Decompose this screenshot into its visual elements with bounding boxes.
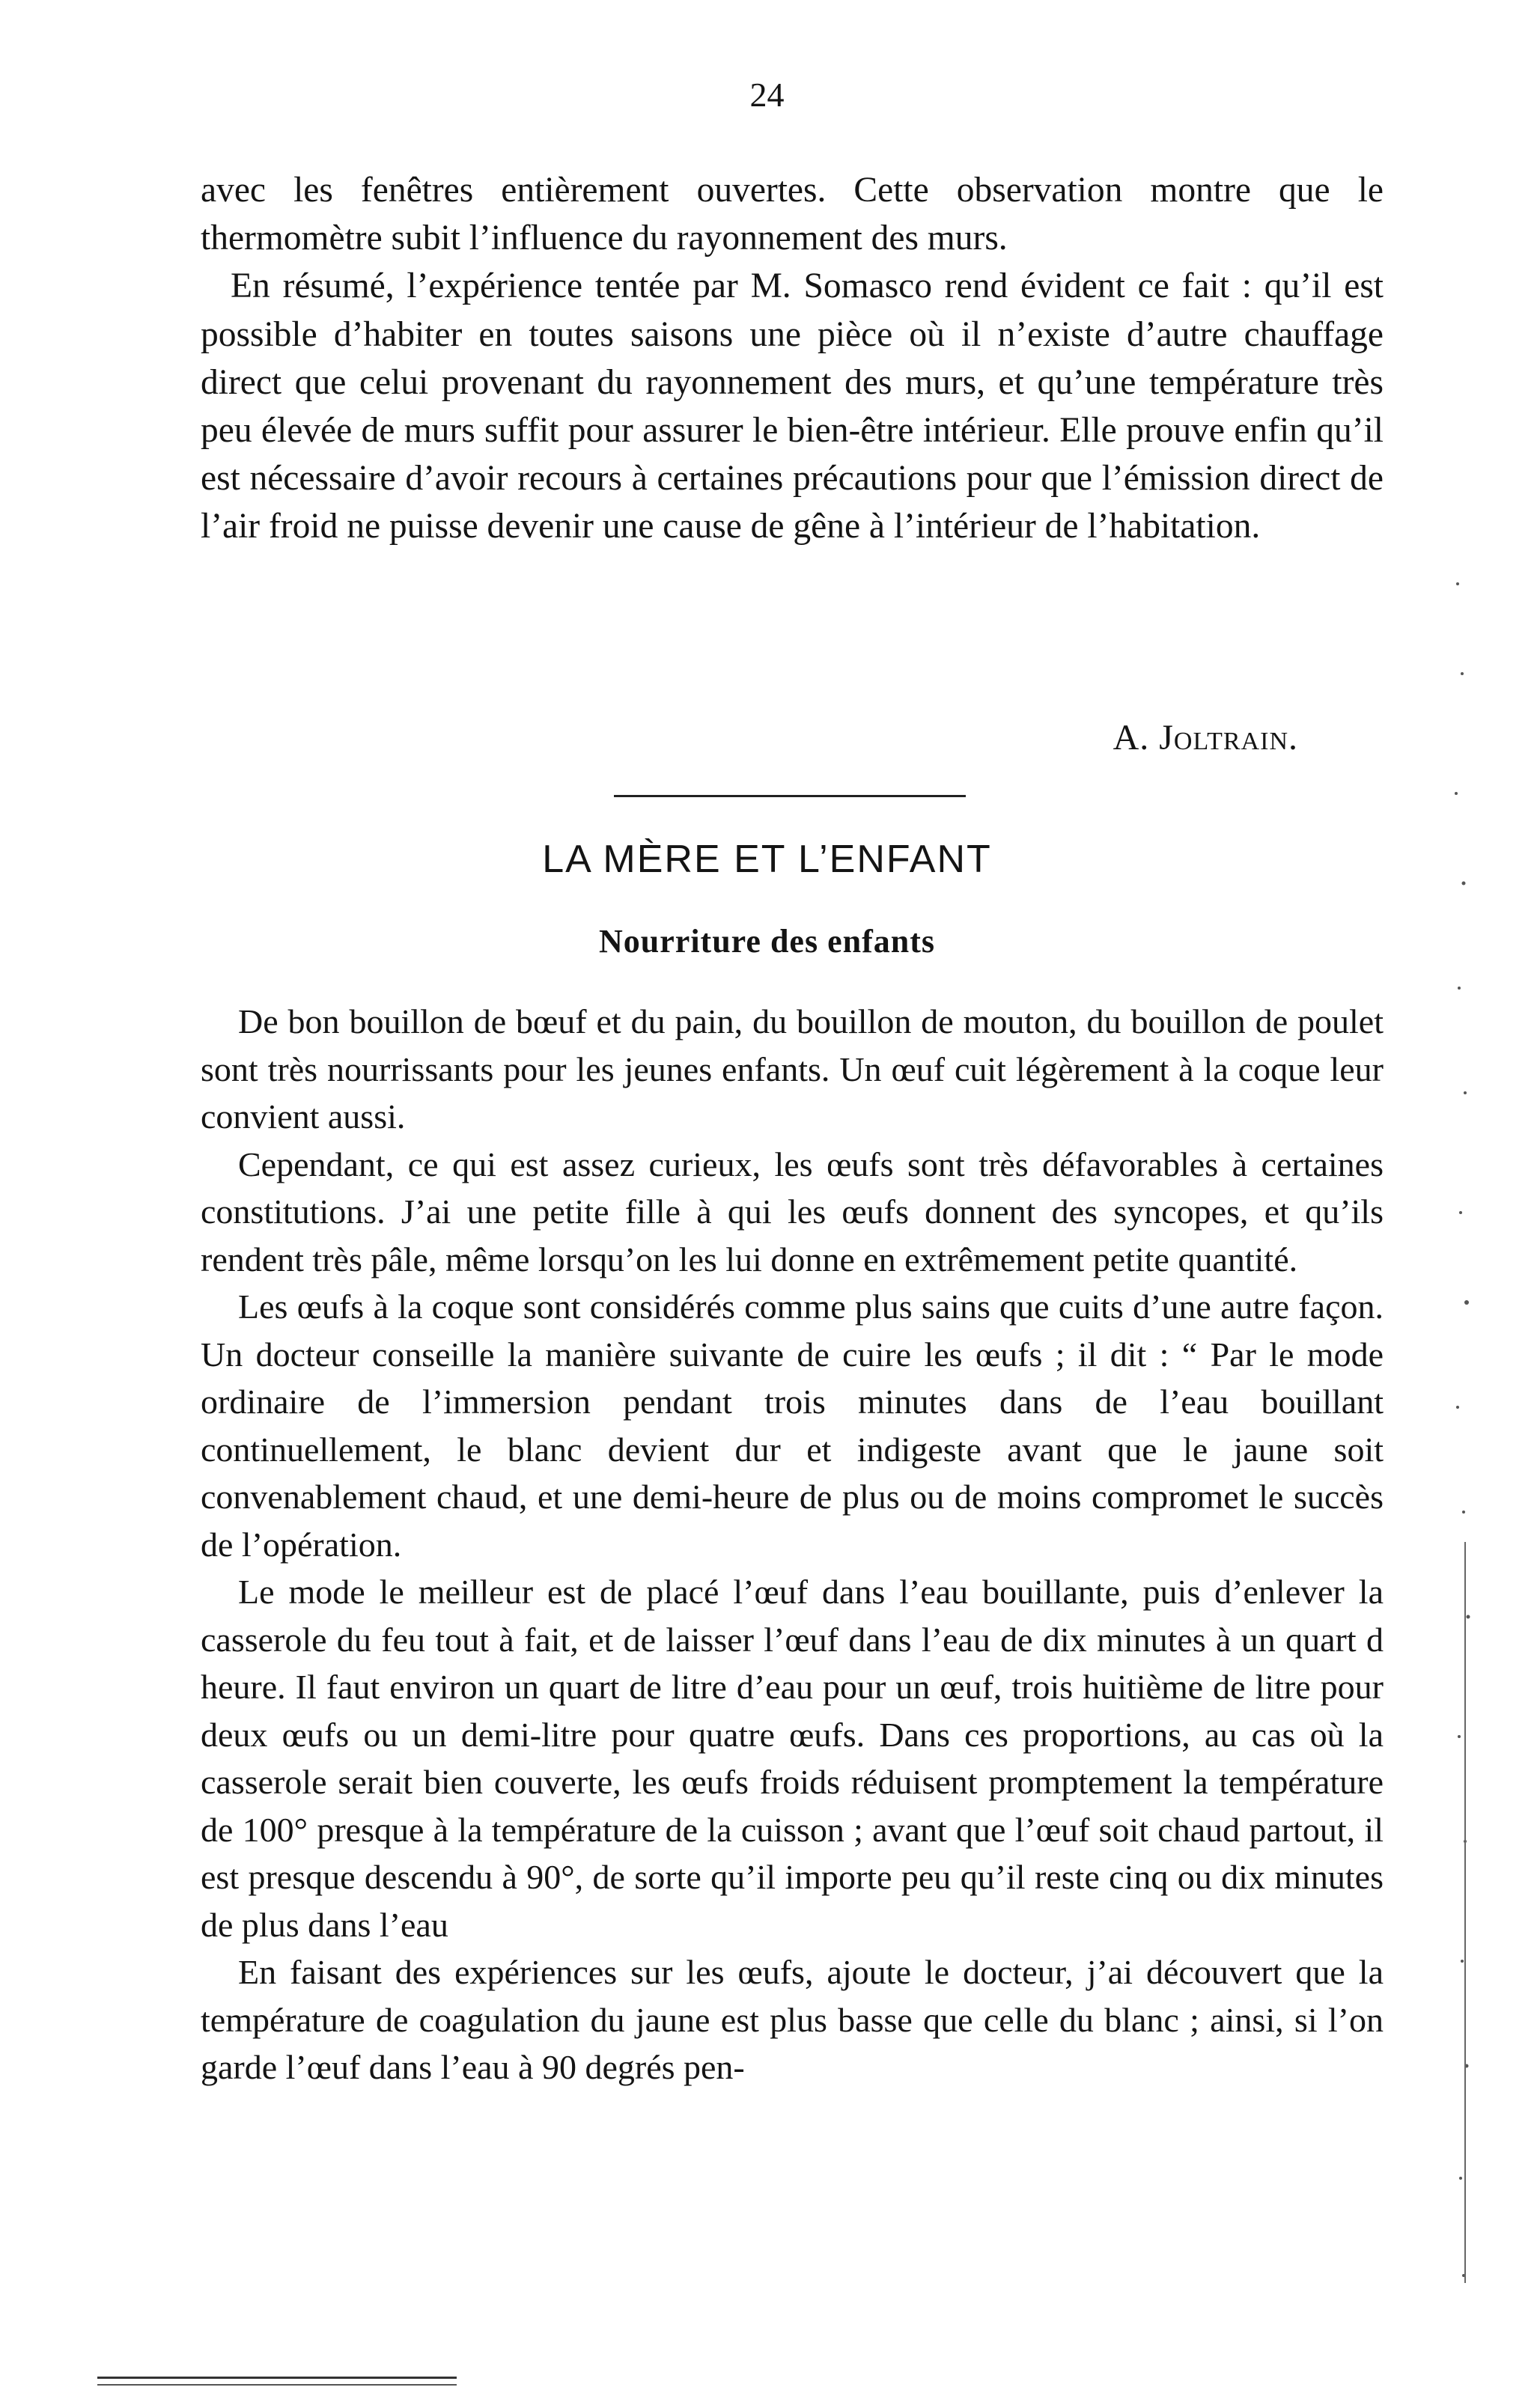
section-subtitle: Nourriture des enfants [599, 923, 935, 960]
article-body [201, 998, 1384, 2091]
paragraph: En résumé, l’expérience tentée par M. Somasco rend évident ce fait : qu’il est possible d’habiter en toutes saisons une pièce où il n’existe d’autre chauffage direct que celui provenant du rayonnement des murs, et qu’une température très peu élevée de murs suffit pour assurer le bien-être intérieur. Elle prouve enfin qu’il est nécessaire d’avoir recours à certaines précautions pour que l’émission direct de l’air froid ne puisse devenir une cause de gêne à l’intérieur de l’habitation. [201, 266, 1384, 546]
page-number: 24 [749, 76, 785, 114]
scan-margin-artifacts [1449, 569, 1479, 2290]
paragraph: Cependant, ce qui est assez curieux, les œufs sont très défavorables à certaines constitutions. J’ai une petite fille à qui les œufs donnent des syncopes, et qu’ils rendent très pâle, même lorsqu’on les lui donne en extrêmement petite quantité. [201, 1144, 1384, 1278]
footer-rule [97, 2384, 457, 2386]
footer-rule [97, 2377, 457, 2379]
paragraph: De bon bouillon de bœuf et du pain, du bouillon de mouton, du bouillon de poulet sont très nourrissants pour les jeunes enfants. Un œuf cuit légèrement à la coque leur convient aussi. [201, 1002, 1384, 1136]
section-title: LA MÈRE ET L’ENFANT [542, 838, 992, 881]
paragraph: Les œufs à la coque sont considérés comme plus sains que cuits d’une autre façon. Un docteur conseille la manière suivante de cuire les œufs ; il dit : “ Par le mode ordinaire de l’immersion pendant trois minutes dans de l’eau bouillant continuellement, le blanc devient dur et indigeste avant que le jaune soit convenablement chaud, et une demi-heure de plus ou de moins compromet le succès de l’opération. [201, 1287, 1384, 1564]
signature-initial: A. [1113, 718, 1150, 758]
signature-name: Joltrain. [1159, 718, 1298, 758]
article-continuation [201, 166, 1384, 551]
paragraph: avec les fenêtres entièrement ouvertes. Cette observation montre que le thermomètre subit l’influence du rayonnement des murs. [201, 171, 1384, 258]
author-signature [201, 717, 1298, 758]
paragraph: En faisant des expériences sur les œufs, ajoute le docteur, j’ai découvert que la température de coagulation du jaune est plus basse que celle du blanc ; ainsi, si l’on garde l’œuf dans l’eau à 90 degrés pen- [201, 1953, 1384, 2086]
section-divider [614, 795, 966, 797]
paragraph: Le mode le meilleur est de placé l’œuf dans l’eau bouillante, puis d’enlever la casserole du feu tout à fait, et de laisser l’œuf dans l’eau de dix minutes à un quart d heure. Il faut environ un quart de litre d’eau pour un œuf, trois huitième de litre pour deux œufs ou un demi-litre pour quatre œufs. Dans ces proportions, au cas où la casserole serait bien couverte, les œufs froids réduisent promptement la température de 100° presque à la température de la cuisson ; avant que l’œuf soit chaud partout, il est presque descendu à 90°, de sorte qu’il importe peu qu’il reste cinq ou dix minutes de plus dans l’eau [201, 1573, 1384, 1944]
